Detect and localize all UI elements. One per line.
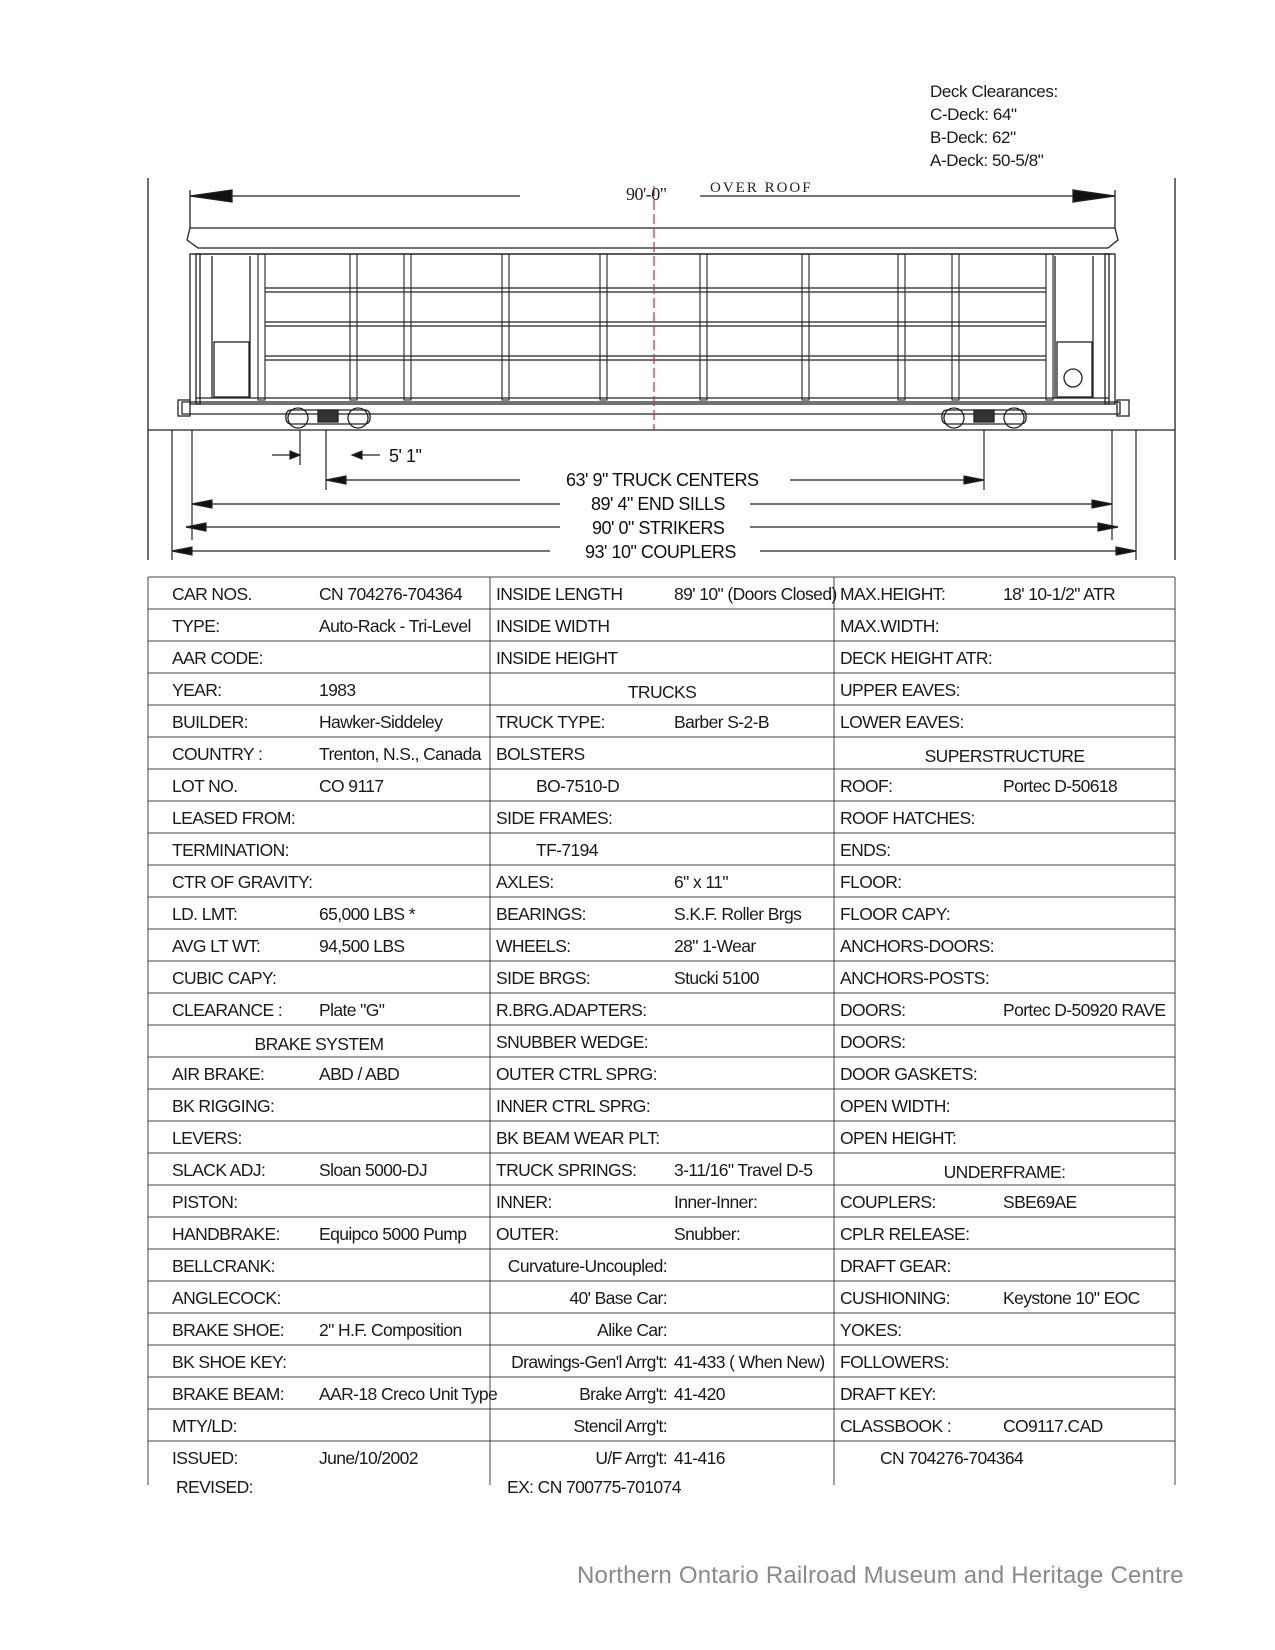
over-roof-length: 90'-0"	[626, 184, 667, 204]
end-sills-dimension: 89' 4" END SILLS	[591, 494, 725, 514]
right-spec-label: ANCHORS-POSTS:	[840, 968, 990, 988]
right-spec-label: ANCHORS-DOORS:	[840, 936, 994, 956]
right-spec-label: FLOOR CAPY:	[840, 904, 951, 924]
middle-spec-label: SIDE BRGS:	[496, 968, 591, 988]
left-spec-label: MTY/LD:	[172, 1416, 237, 1436]
ex-note: EX: CN 700775-701074	[507, 1477, 681, 1497]
left-spec-label: YEAR:	[172, 680, 222, 700]
right-spec-value: Portec D-50920 RAVE	[1003, 1000, 1166, 1020]
left-spec-label: BELLCRANK:	[172, 1256, 275, 1276]
left-spec-value: Equipco 5000 Pump	[319, 1224, 467, 1244]
middle-spec-label: Curvature-Uncoupled:	[507, 1256, 667, 1276]
truck-offset-dimension: 5' 1"	[389, 446, 422, 466]
c-deck-clearance: C-Deck: 64"	[930, 105, 1017, 124]
right-spec-label: OPEN WIDTH:	[840, 1096, 951, 1116]
over-roof-label: OVER ROOF	[710, 180, 813, 196]
middle-spec-label: INSIDE HEIGHT	[496, 648, 618, 668]
middle-spec-label: BOLSTERS	[496, 744, 585, 764]
right-spec-label: ENDS:	[840, 840, 891, 860]
right-spec-label: DOOR GASKETS:	[840, 1064, 978, 1084]
right-spec-value: Keystone 10" EOC	[1003, 1288, 1140, 1308]
left-spec-value: Auto-Rack - Tri-Level	[319, 616, 471, 636]
left-spec-value: 1983	[319, 680, 356, 700]
deck-clearances-title: Deck Clearances:	[930, 82, 1058, 101]
middle-spec-label: INSIDE LENGTH	[496, 584, 623, 604]
middle-spec-label: Alike Car:	[597, 1320, 667, 1340]
revised-label: REVISED:	[176, 1477, 253, 1497]
right-spec-value: Portec D-50618	[1003, 776, 1118, 796]
b-deck-clearance: B-Deck: 62"	[930, 128, 1016, 147]
left-spec-value: Hawker-Siddeley	[319, 712, 443, 732]
couplers-dimension: 93' 10" COUPLERS	[585, 542, 736, 560]
right-spec-label: DECK HEIGHT ATR:	[840, 648, 993, 668]
museum-credit: Northern Ontario Railroad Museum and Heritage Centre	[577, 1562, 1184, 1589]
middle-spec-value: 89' 10" (Doors Closed)	[674, 584, 837, 604]
right-spec-label: CLASSBOOK :	[840, 1416, 952, 1436]
middle-spec-label: OUTER:	[496, 1224, 559, 1244]
middle-spec-label: U/F Arrg't:	[595, 1448, 667, 1468]
left-spec-label: ANGLECOCK:	[172, 1288, 281, 1308]
right-spec-label: UPPER EAVES:	[840, 680, 960, 700]
middle-spec-label: BK BEAM WEAR PLT:	[496, 1128, 660, 1148]
middle-spec-label: TRUCK TYPE:	[496, 712, 605, 732]
left-spec-label: AAR CODE:	[172, 648, 263, 668]
middle-spec-label: INSIDE WIDTH	[496, 616, 610, 636]
middle-spec-label: INNER CTRL SPRG:	[496, 1096, 651, 1116]
right-spec-label: MAX.HEIGHT:	[840, 584, 946, 604]
a-deck-clearance: A-Deck: 50-5/8"	[930, 151, 1044, 170]
right-spec-label: ROOF HATCHES:	[840, 808, 975, 828]
right-spec-value: SBE69AE	[1003, 1192, 1077, 1212]
right-spec-value: 18' 10-1/2" ATR	[1003, 584, 1116, 604]
right-spec-label: ROOF:	[840, 776, 893, 796]
right-spec-label: DOORS:	[840, 1000, 906, 1020]
left-spec-value: AAR-18 Creco Unit Type	[319, 1384, 498, 1404]
left-spec-label: COUNTRY :	[172, 744, 263, 764]
left-spec-label: BUILDER:	[172, 712, 248, 732]
left-spec-label: LEASED FROM:	[172, 808, 296, 828]
middle-spec-value: Barber S-2-B	[674, 712, 769, 732]
left-spec-label: AIR BRAKE:	[172, 1064, 265, 1084]
left-spec-value: 2" H.F. Composition	[319, 1320, 462, 1340]
left-spec-label: ISSUED:	[172, 1448, 238, 1468]
middle-spec-label: Brake Arrg't:	[579, 1384, 667, 1404]
left-spec-value: 94,500 LBS	[319, 936, 405, 956]
left-spec-label: LD. LMT:	[172, 904, 238, 924]
right-spec-label: DRAFT KEY:	[840, 1384, 936, 1404]
right-spec-label: CPLR RELEASE:	[840, 1224, 970, 1244]
left-spec-value: Sloan 5000-DJ	[319, 1160, 427, 1180]
right-section-heading: SUPERSTRUCTURE	[924, 746, 1085, 766]
left-section-heading: BRAKE SYSTEM	[254, 1034, 384, 1054]
middle-spec-label: WHEELS:	[496, 936, 571, 956]
right-spec-label: MAX.WIDTH:	[840, 616, 939, 636]
middle-spec-label: Drawings-Gen'l Arrg't:	[511, 1352, 667, 1372]
left-spec-label: CUBIC CAPY:	[172, 968, 277, 988]
middle-spec-value: 3-11/16" Travel D-5	[674, 1160, 813, 1180]
right-spec-label: FOLLOWERS:	[840, 1352, 949, 1372]
left-spec-label: CTR OF GRAVITY:	[172, 872, 313, 892]
middle-spec-value: Inner-Inner:	[674, 1192, 758, 1212]
middle-spec-label: 40' Base Car:	[569, 1288, 667, 1308]
left-spec-label: TYPE:	[172, 616, 220, 636]
right-spec-label: DRAFT GEAR:	[840, 1256, 951, 1276]
left-spec-value: CO 9117	[319, 776, 384, 796]
truck-centers-dimension: 63' 9" TRUCK CENTERS	[566, 470, 759, 490]
right-spec-value: CO9117.CAD	[1003, 1416, 1103, 1436]
left-spec-label: LEVERS:	[172, 1128, 242, 1148]
middle-spec-value: Stucki 5100	[674, 968, 759, 988]
left-spec-value: June/10/2002	[319, 1448, 418, 1468]
left-spec-label: BRAKE BEAM:	[172, 1384, 285, 1404]
middle-spec-value: 41-416	[674, 1448, 725, 1468]
middle-spec-label: TRUCK SPRINGS:	[496, 1160, 637, 1180]
middle-spec-label: Stencil Arrg't:	[573, 1416, 667, 1436]
left-spec-label: CLEARANCE :	[172, 1000, 283, 1020]
middle-spec-label: AXLES:	[496, 872, 554, 892]
left-spec-label: BK RIGGING:	[172, 1096, 275, 1116]
middle-spec-label: SNUBBER WEDGE:	[496, 1032, 649, 1052]
middle-spec-label: R.BRG.ADAPTERS:	[496, 1000, 647, 1020]
left-spec-label: LOT NO.	[172, 776, 238, 796]
left-spec-label: PISTON:	[172, 1192, 238, 1212]
middle-spec-label: INNER:	[496, 1192, 552, 1212]
right-spec-label: DOORS:	[840, 1032, 906, 1052]
right-spec-label: FLOOR:	[840, 872, 902, 892]
left-spec-label: HANDBRAKE:	[172, 1224, 280, 1244]
left-spec-value: CN 704276-704364	[319, 584, 463, 604]
middle-spec-label: BEARINGS:	[496, 904, 586, 924]
strikers-dimension: 90' 0" STRIKERS	[592, 518, 725, 538]
right-spec-label: CUSHIONING:	[840, 1288, 951, 1308]
middle-spec-value: 41-433 ( When New)	[674, 1352, 825, 1372]
right-spec-label: LOWER EAVES:	[840, 712, 964, 732]
left-spec-label: BRAKE SHOE:	[172, 1320, 285, 1340]
right-spec-label: COUPLERS:	[840, 1192, 936, 1212]
left-spec-value: ABD / ABD	[319, 1064, 400, 1084]
middle-spec-value: BO-7510-D	[536, 776, 620, 796]
left-spec-value: Trenton, N.S., Canada	[319, 744, 481, 764]
left-spec-label: BK SHOE KEY:	[172, 1352, 287, 1372]
middle-spec-value: S.K.F. Roller Brgs	[674, 904, 802, 924]
right-spec-label: OPEN HEIGHT:	[840, 1128, 957, 1148]
right-spec-label: YOKES:	[840, 1320, 902, 1340]
middle-spec-value: TF-7194	[536, 840, 598, 860]
left-spec-label: TERMINATION:	[172, 840, 289, 860]
middle-spec-value: Snubber:	[674, 1224, 741, 1244]
left-spec-value: Plate "G"	[319, 1000, 385, 1020]
left-spec-value: 65,000 LBS *	[319, 904, 415, 924]
middle-spec-label: SIDE FRAMES:	[496, 808, 613, 828]
middle-section-heading: TRUCKS	[627, 682, 697, 702]
middle-spec-value: 6" x 11"	[674, 872, 728, 892]
middle-spec-value: 41-420	[674, 1384, 725, 1404]
left-spec-label: SLACK ADJ:	[172, 1160, 266, 1180]
right-section-heading: UNDERFRAME:	[943, 1162, 1066, 1182]
middle-spec-label: OUTER CTRL SPRG:	[496, 1064, 657, 1084]
right-spec-value: CN 704276-704364	[880, 1448, 1024, 1468]
left-spec-label: AVG LT WT:	[172, 936, 261, 956]
left-spec-label: CAR NOS.	[172, 584, 252, 604]
middle-spec-value: 28" 1-Wear	[674, 936, 756, 956]
